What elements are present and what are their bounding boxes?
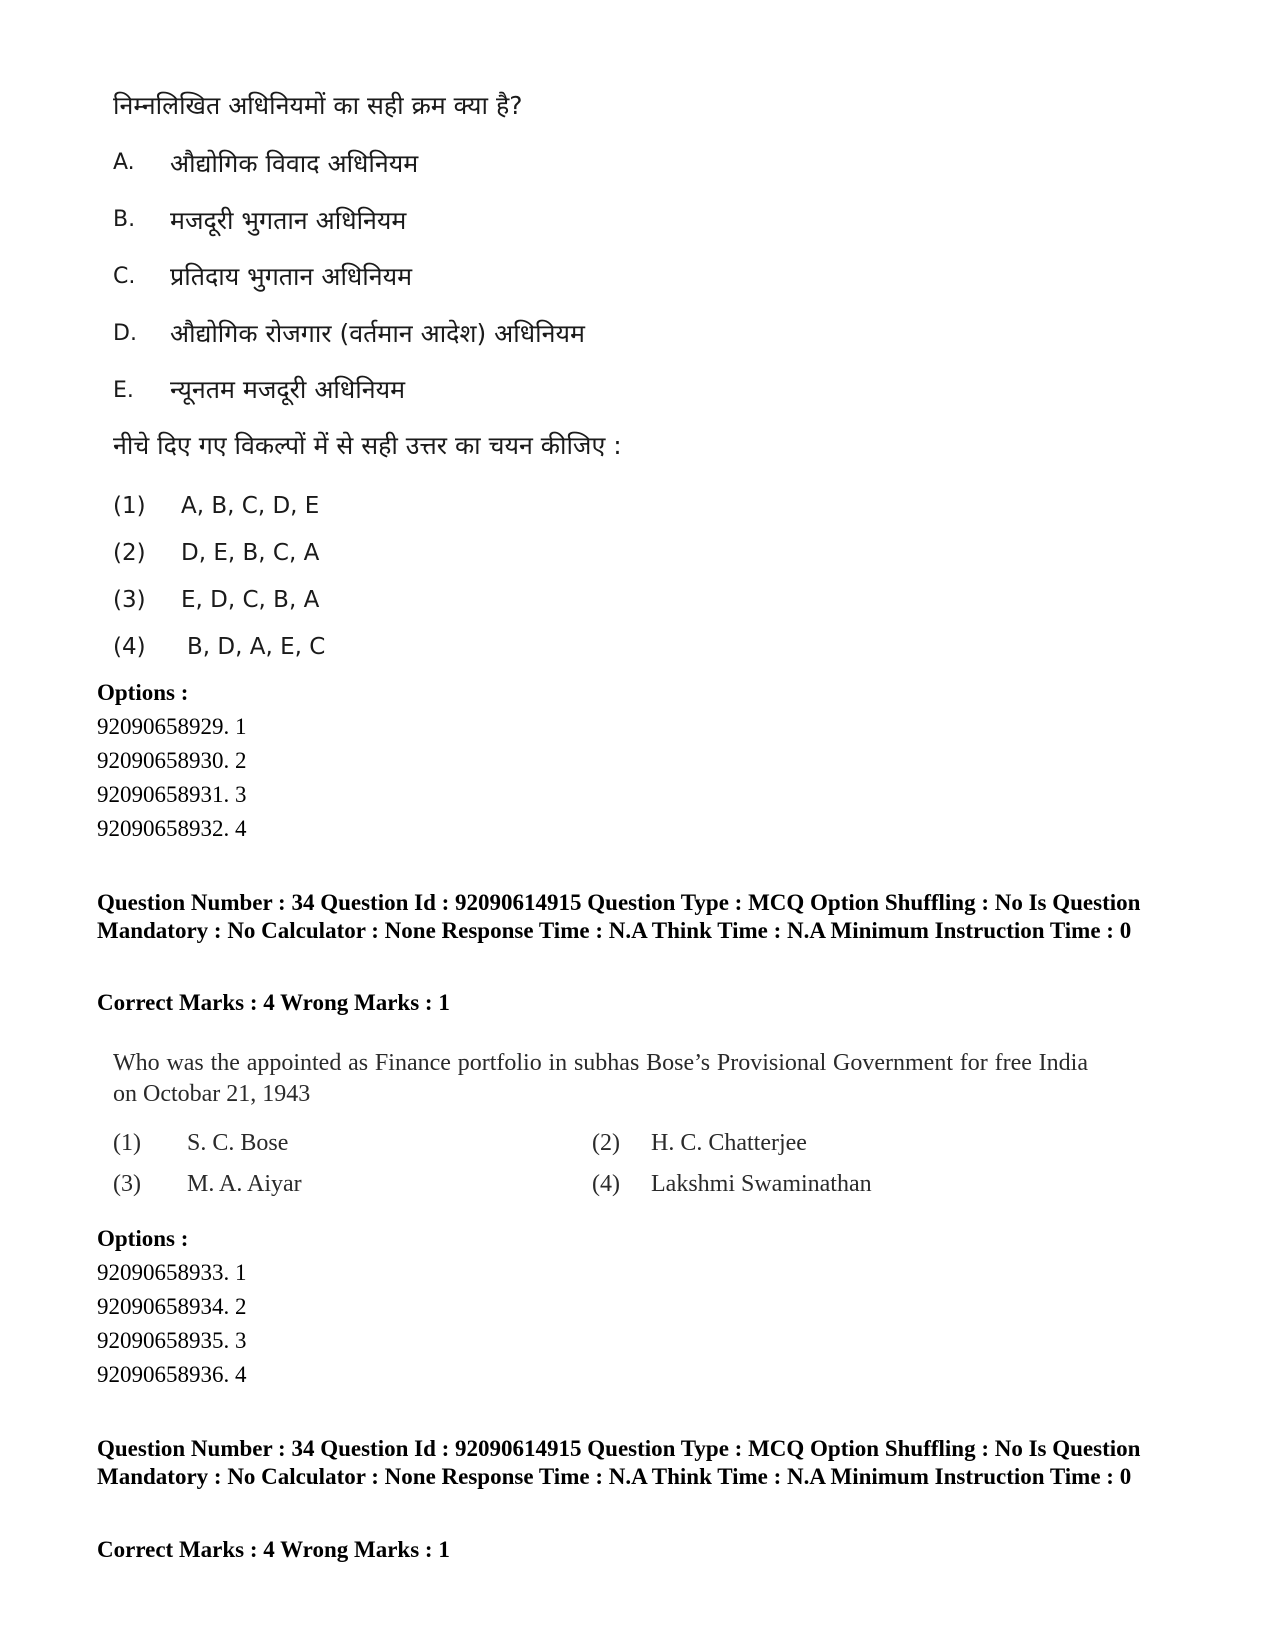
option-id-3: 92090658935. 3 <box>97 1328 247 1353</box>
options-label: Options : <box>97 680 189 705</box>
item-letter-a: A. <box>113 150 135 175</box>
item-letter-b: B. <box>113 207 136 232</box>
option-id-1: 92090658929. 1 <box>97 714 247 739</box>
option-id-2: 92090658930. 2 <box>97 748 247 773</box>
question-meta: Question Number : 34 Question Id : 92090614915 Question Type : MCQ Option Shuffling : No Is Question Mandatory : No Calculator : None Response Time : N.A Think Time : N.A Minimum Instruction Time : 0 <box>97 890 1141 943</box>
options-label: Options : <box>97 1226 189 1251</box>
answer-number-3: (3) <box>113 587 146 613</box>
item-text-b: मजदूरी भुगतान अधिनियम <box>170 206 407 235</box>
item-text-a: औद्योगिक विवाद अधिनियम <box>170 149 419 178</box>
answer-text-3: E, D, C, B, A <box>181 587 320 613</box>
answer-number-3: (3) <box>113 1171 141 1197</box>
question-text: Who was the appointed as Finance portfolio in subhas Bose’s Provisional Government for free India on Octobar 21, 1943 <box>113 1050 1088 1107</box>
answer-text-3: M. A. Aiyar <box>187 1171 302 1197</box>
answer-text-2: H. C. Chatterjee <box>651 1130 807 1156</box>
item-letter-e: E. <box>113 378 134 403</box>
item-text-e: न्यूनतम मजदूरी अधिनियम <box>170 375 406 404</box>
answer-text-1: A, B, C, D, E <box>181 493 320 519</box>
answer-number-2: (2) <box>592 1130 620 1156</box>
item-text-d: औद्योगिक रोजगार (वर्तमान आदेश) अधिनियम <box>170 319 585 348</box>
question-meta-repeat: Question Number : 34 Question Id : 92090614915 Question Type : MCQ Option Shuffling : No Is Question Mandatory : No Calculator : None Response Time : N.A Think Time : N.A Minimum Instruction Time : 0 <box>97 1436 1141 1489</box>
answer-number-4: (4) <box>592 1171 620 1197</box>
answer-text-2: D, E, B, C, A <box>181 540 320 566</box>
item-text-c: प्रतिदाय भुगतान अधिनियम <box>170 262 413 291</box>
option-id-4: 92090658932. 4 <box>97 816 247 841</box>
option-id-1: 92090658933. 1 <box>97 1260 247 1285</box>
marks-info: Correct Marks : 4 Wrong Marks : 1 <box>97 990 450 1015</box>
answer-text-4: B, D, A, E, C <box>187 634 326 660</box>
item-letter-d: D. <box>113 321 137 346</box>
marks-info-repeat: Correct Marks : 4 Wrong Marks : 1 <box>97 1537 450 1562</box>
option-id-3: 92090658931. 3 <box>97 782 247 807</box>
answer-text-4: Lakshmi Swaminathan <box>651 1171 872 1197</box>
question-text: निम्नलिखित अधिनियमों का सही क्रम क्या है? <box>113 91 523 120</box>
answer-number-1: (1) <box>113 1130 141 1156</box>
answer-number-1: (1) <box>113 493 146 519</box>
option-id-4: 92090658936. 4 <box>97 1362 247 1387</box>
answer-text-1: S. C. Bose <box>187 1130 289 1156</box>
answer-number-4: (4) <box>113 634 146 660</box>
answer-number-2: (2) <box>113 540 146 566</box>
instruction-text: नीचे दिए गए विकल्पों में से सही उत्तर का चयन कीजिए : <box>113 431 622 460</box>
item-letter-c: C. <box>113 264 136 289</box>
option-id-2: 92090658934. 2 <box>97 1294 247 1319</box>
